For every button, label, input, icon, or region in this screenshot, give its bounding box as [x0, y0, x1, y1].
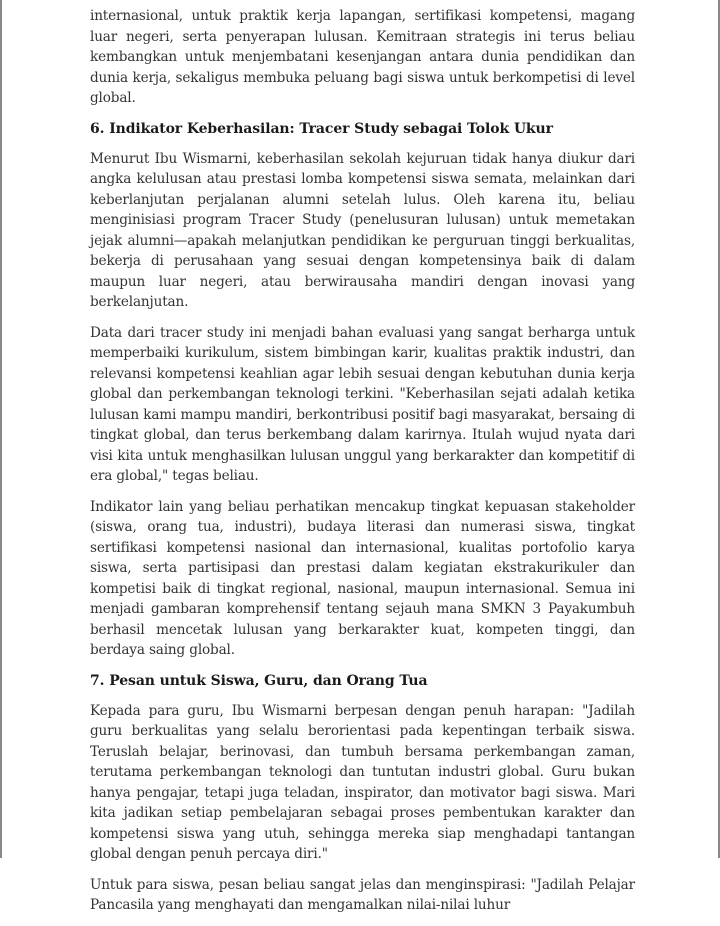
section-heading-7: 7. Pesan untuk Siswa, Guru, dan Orang Tua	[90, 672, 428, 689]
paragraph-tracer-study-data: Data dari tracer study ini menjadi bahan evaluasi yang sangat berharga untuk memperbaiki kurikulum, sistem bimbingan karir, kualitas praktik industri, dan relevansi kompetensi keahlian agar lebih sesuai dengan kebutuhan dunia kerja global dan perkembangan teknologi terkini. "Keberhasilan sejati adalah ketika lulusan kami mampu mandiri, berkontribusi positif bagi masyarakat, bersaing di tingkat global, dan terus berkembang dalam karirnya. Itulah wujud nyata dari visi kita untuk menghasilkan lulusan unggul yang berkarakter dan kompetitif di era global," tegas beliau.	[90, 324, 635, 484]
paragraph-message-students: Untuk para siswa, pesan beliau sangat jelas dan menginspirasi: "Jadilah Pelajar Pancasila yang menghayati dan mengamalkan nilai-nilai luhur	[90, 876, 635, 913]
document-content	[90, 6, 635, 926]
paragraph-tracer-study-intro: Menurut Ibu Wismarni, keberhasilan sekolah kejuruan tidak hanya diukur dari angka kelulusan atau prestasi lomba kompetensi siswa semata, melainkan dari keberlanjutan perjalanan alumni setelah lulus. Oleh karena itu, beliau menginisiasi program Tracer Study (penelusuran lulusan) untuk memetakan jejak alumni—apakah melanjutkan pendidikan ke perguruan tinggi berkualitas, bekerja di perusahaan yang sesuai dengan kompetensinya baik di dalam maupun luar negeri, atau berwirausaha mandiri dengan inovasi yang berkelanjutan.	[90, 150, 635, 310]
paragraph-partnership-continuation: internasional, untuk praktik kerja lapangan, sertifikasi kompetensi, magang luar negeri, serta penyerapan lulusan. Kemitraan strategis ini terus beliau kembangkan untuk menjembatani kesenjangan antara dunia pendidikan dan dunia kerja, sekaligus membuka peluang bagi siswa untuk berkompetisi di level global.	[90, 8, 635, 106]
paragraph-other-indicators: Indikator lain yang beliau perhatikan mencakup tingkat kepuasan stakeholder (siswa, orang tua, industri), budaya literasi dan numerasi siswa, tingkat sertifikasi kompetensi nasional dan internasional, kualitas portofolio karya siswa, serta partisipasi dan prestasi dalam kegiatan ekstrakurikuler dan kompetisi baik di tingkat regional, nasional, maupun internasional. Semua ini menjadi gambaran komprehensif tentang sejauh mana SMKN 3 Payakumbuh berhasil mencetak lulusan yang berkarakter kuat, kompeten tinggi, dan berdaya saing global.	[90, 498, 635, 658]
paragraph-message-teachers: Kepada para guru, Ibu Wismarni berpesan dengan penuh harapan: "Jadilah guru berkualitas yang selalu berorientasi pada kepentingan terbaik siswa. Teruslah belajar, berinovasi, dan tumbuh bersama perkembangan zaman, terutama perkembangan teknologi dan tuntutan industri global. Guru bukan hanya pengajar, tetapi juga teladan, inspirator, dan motivator bagi siswa. Mari kita jadikan setiap pembelajaran sebagai proses pembentukan karakter dan kompetensi siswa yang utuh, sehingga mereka siap menghadapi tantangan global dengan penuh percaya diri."	[90, 702, 635, 862]
section-heading-6: 6. Indikator Keberhasilan: Tracer Study sebagai Tolok Ukur	[90, 120, 553, 137]
